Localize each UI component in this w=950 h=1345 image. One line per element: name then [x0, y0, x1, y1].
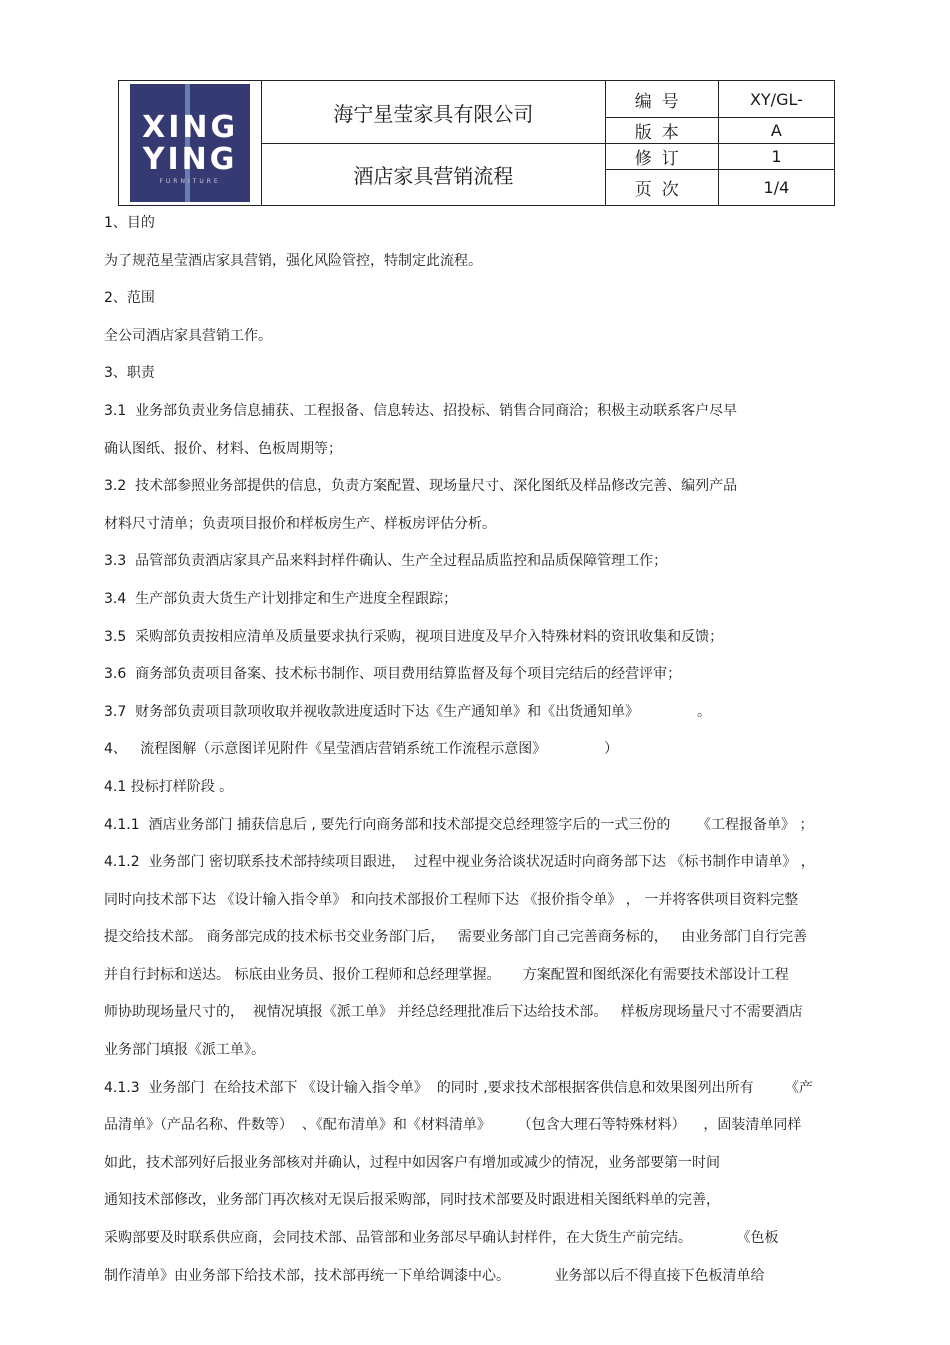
- paragraph-line: 为了规范星莹酒店家具营销，强化风险管控，特制定此流程。: [104, 252, 482, 269]
- field-value-version: A: [718, 118, 834, 144]
- logo-subtext: FURNITURE: [159, 178, 221, 185]
- document-title: 酒店家具营销流程: [262, 144, 605, 206]
- paragraph-line: 3.4 生产部负责大货生产计划排定和生产进度全程跟踪；: [104, 590, 458, 607]
- section-heading: 2、范围: [104, 290, 155, 307]
- paragraph-line: 3.5 采购部负责按相应清单及质量要求执行采购，视项目进度及早介入特殊材料的资讯收集和反馈；: [104, 628, 724, 645]
- paragraph-line: 材料尺寸清单；负责项目报价和样板房生产、样板房评估分析。: [104, 515, 496, 532]
- field-value-page: 1/4: [718, 170, 834, 206]
- paragraph-line: 师协助现场量尺寸的， 视情况填报《派工单》 并经总经理批准后下达给技术部。 样板房现场量尺寸不需要酒店: [104, 1004, 803, 1021]
- paragraph-line: 3.3 品管部负责酒店家具产品来料封样件确认、生产全过程品质监控和品质保障管理工作；: [104, 553, 668, 570]
- paragraph-line: 同时向技术部下达 《设计输入指令单》 和向技术部报价工程师下达 《报价指令单》 ， 一并将客供项目资料完整: [104, 891, 799, 908]
- paragraph-line: 制作清单》由业务部下给技术部，技术部再统一下单给调漆中心。 业务部以后不得直接下色板清单给: [104, 1267, 765, 1284]
- company-logo-cell: [119, 81, 262, 206]
- field-label-number: 编号: [605, 81, 718, 118]
- paragraph-line: 4.1.1 酒店业务部门 捕获信息后 , 要先行向商务部和技术部提交总经理签字后的一式三份的 《工程报备单》 ；: [104, 816, 814, 833]
- paragraph-line: 采购部要及时联系供应商，会同技术部、品管部和业务部尽早确认封样件，在大货生产前完结。 《色板: [104, 1230, 779, 1247]
- paragraph-line: 4.1.3 业务部门 在给技术部下 《设计输入指令单》 的同时 ,要求技术部根据客供信息和效果图列出所有 《产: [104, 1079, 813, 1096]
- company-name: 海宁星莹家具有限公司: [262, 81, 605, 144]
- paragraph-line: 提交给技术部。 商务部完成的技术标书交业务部门后， 需要业务部门自己完善商务标的， 由业务部门自行完善: [104, 929, 808, 946]
- document-body: [104, 205, 864, 1295]
- paragraph-line: 3.1 业务部负责业务信息捕获、工程报备、信息转达、招投标、销售合同商洽；积极主动联系客户尽早: [104, 402, 738, 419]
- paragraph-line: 业务部门填报《派工单》。: [104, 1042, 265, 1059]
- paragraph-line: 3.7 财务部负责项目款项收取并视收款进度适时下达《生产通知单》和《出货通知单》 。: [104, 703, 712, 720]
- section-heading: 4、 流程图解（示意图详见附件《星莹酒店营销系统工作流程示意图》 ）: [104, 741, 619, 758]
- field-value-number: XY/GL-: [718, 81, 834, 118]
- paragraph-line: 确认图纸、报价、材料、色板周期等；: [104, 440, 342, 457]
- logo-text-line1: XING: [142, 110, 239, 145]
- paragraph-line: 4.1.2 业务部门 密切联系技术部持续项目跟进， 过程中视业务洽谈状况适时向商务部下达 《标书制作申请单》 ，: [104, 854, 815, 871]
- section-heading: 1、目的: [104, 215, 155, 231]
- paragraph-line: 3.6 商务部负责项目备案、技术标书制作、项目费用结算监督及每个项目完结后的经营评审；: [104, 666, 682, 683]
- logo-text-line2: YING: [142, 142, 238, 177]
- paragraph-line: 品清单》（产品名称、件数等） 、《配布清单》和《材料清单》 （包含大理石等特殊材料） ，固装清单同样: [104, 1117, 802, 1134]
- subsection-heading: 4.1 投标打样阶段 。: [104, 778, 234, 795]
- field-label-page: 页次: [605, 170, 718, 206]
- paragraph-line: 如此，技术部列好后报业务部核对并确认，过程中如因客户有增加或减少的情况，业务部要第一时间: [104, 1154, 720, 1171]
- paragraph-line: 通知技术部修改，业务部门再次核对无误后报采购部，同时技术部要及时跟进相关图纸料单的完善，: [104, 1192, 720, 1209]
- field-label-version: 版本: [605, 118, 718, 144]
- section-heading: 3、职责: [104, 365, 155, 382]
- paragraph-line: 3.2 技术部参照业务部提供的信息，负责方案配置、现场量尺寸、深化图纸及样品修改完善、编列产品: [104, 478, 738, 495]
- field-label-revision: 修订: [605, 144, 718, 170]
- paragraph-line: 并自行封标和送达。 标底由业务员、报价工程师和总经理掌握。 方案配置和图纸深化有需要技术部设计工程: [104, 966, 789, 983]
- field-value-revision: 1: [718, 144, 834, 170]
- paragraph-line: 全公司酒店家具营销工作。: [104, 327, 272, 344]
- xingying-logo: [130, 84, 250, 202]
- document-header-table: [118, 80, 835, 206]
